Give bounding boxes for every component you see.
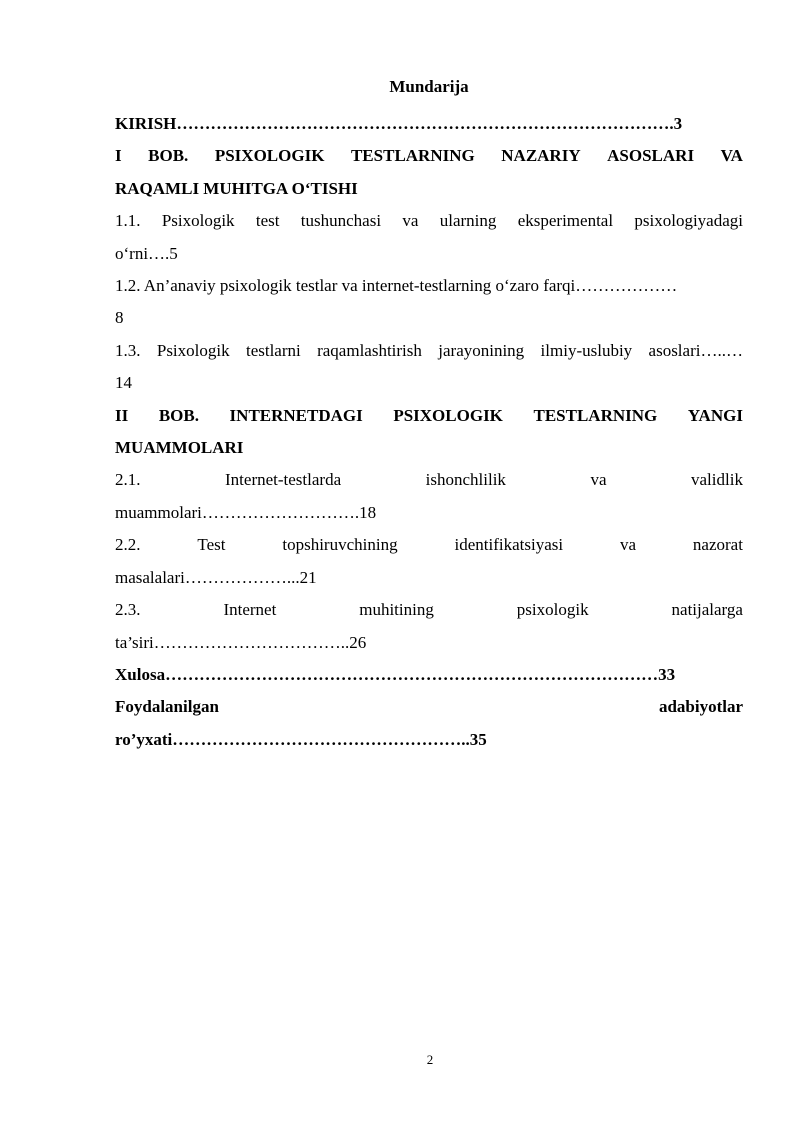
toc-section-1-3-line-1: [115, 335, 743, 367]
word: ularning: [439, 211, 497, 231]
word: va: [619, 535, 637, 555]
word: Foydalanilgan: [115, 697, 219, 717]
toc-section-1-2-line-1: 1.2. An’anaviy psixologik testlar va internet-testlarning o‘zaro farqi………………: [115, 276, 678, 296]
word: ishonchlilik: [425, 470, 506, 490]
toc-chapter-2-line-1: [115, 400, 743, 432]
word: Internet: [223, 600, 277, 620]
toc-section-2-2-line-2: masalalari………………...21: [115, 567, 317, 587]
word: tushunchasi: [300, 211, 382, 231]
toc-section-1-2-line-2: 8: [115, 308, 124, 328]
word: test: [255, 211, 280, 231]
word: INTERNETDAGI: [229, 405, 363, 425]
word: identifikatsiyasi: [454, 535, 564, 555]
word: topshiruvchining: [282, 535, 398, 555]
word: TESTLARNING: [350, 146, 475, 166]
word: 2.1.: [115, 470, 141, 490]
word: testlarni: [245, 340, 301, 360]
word: psixologik: [516, 600, 589, 620]
word: Test: [197, 535, 226, 555]
word: 1.3.: [115, 340, 141, 360]
toc-section-1-1-line-1: [115, 205, 743, 237]
word: 2.3.: [115, 600, 141, 620]
table-of-contents: [115, 76, 743, 756]
toc-chapter-1-line-1: [115, 140, 743, 172]
word: VA: [720, 146, 743, 166]
word: 1.1.: [115, 211, 141, 231]
word: ASOSLARI: [607, 146, 695, 166]
word: NAZARIY: [501, 146, 581, 166]
word: Internet-testlarda: [225, 470, 342, 490]
word: Psixologik: [161, 211, 235, 231]
toc-section-2-2-line-1: [115, 529, 743, 561]
word: TESTLARNING: [533, 405, 658, 425]
word: BOB.: [148, 146, 189, 166]
word: 2.2.: [115, 535, 141, 555]
word: PSIXOLOGIK: [214, 146, 325, 166]
word: Psixologik: [156, 340, 230, 360]
word: va: [402, 211, 419, 231]
toc-section-2-3-line-1: [115, 594, 743, 626]
word: muhitining: [359, 600, 434, 620]
word: adabiyotlar: [658, 697, 743, 717]
word: II: [115, 405, 129, 425]
toc-section-1-3-line-2: 14: [115, 373, 132, 393]
word: ilmiy-uslubiy: [540, 340, 633, 360]
toc-entry-kirish: KIRISH…………………………………………………………………………….3: [115, 114, 683, 133]
word: va: [590, 470, 607, 490]
word: psixologiyadagi: [634, 211, 743, 231]
page-number: 2: [426, 1052, 434, 1067]
toc-entry-xulosa: Xulosa……………………………………………………………………………33: [115, 664, 676, 684]
word: nazorat: [692, 535, 743, 555]
word: YANGI: [687, 405, 743, 425]
toc-section-1-1-line-2: o‘rni….5: [115, 243, 178, 263]
word: BOB.: [158, 405, 199, 425]
toc-section-2-3-line-2: ta’siri……………………………..26: [115, 632, 367, 652]
word: raqamlashtirish: [317, 340, 422, 360]
word: validlik: [691, 470, 743, 490]
word: asoslari…..…: [648, 340, 743, 360]
word: jarayonining: [438, 340, 525, 360]
word: natijalarga: [671, 600, 743, 620]
toc-title: Mundarija: [389, 77, 469, 96]
toc-section-2-1-line-2: muammolari……………………….18: [115, 502, 377, 522]
toc-section-2-1-line-1: [115, 464, 743, 496]
toc-entry-adabiyotlar-line-2: ro’yxati……………………………………………..35: [115, 729, 487, 749]
toc-chapter-2-line-2: MUAMMOLARI: [115, 438, 244, 458]
word: eksperimental: [517, 211, 614, 231]
toc-chapter-1-line-2: RAQAMLI MUHITGA O‘TISHI: [115, 178, 358, 198]
toc-entry-adabiyotlar-line-1: [115, 691, 743, 723]
word: PSIXOLOGIK: [393, 405, 503, 425]
word: I: [115, 146, 122, 166]
